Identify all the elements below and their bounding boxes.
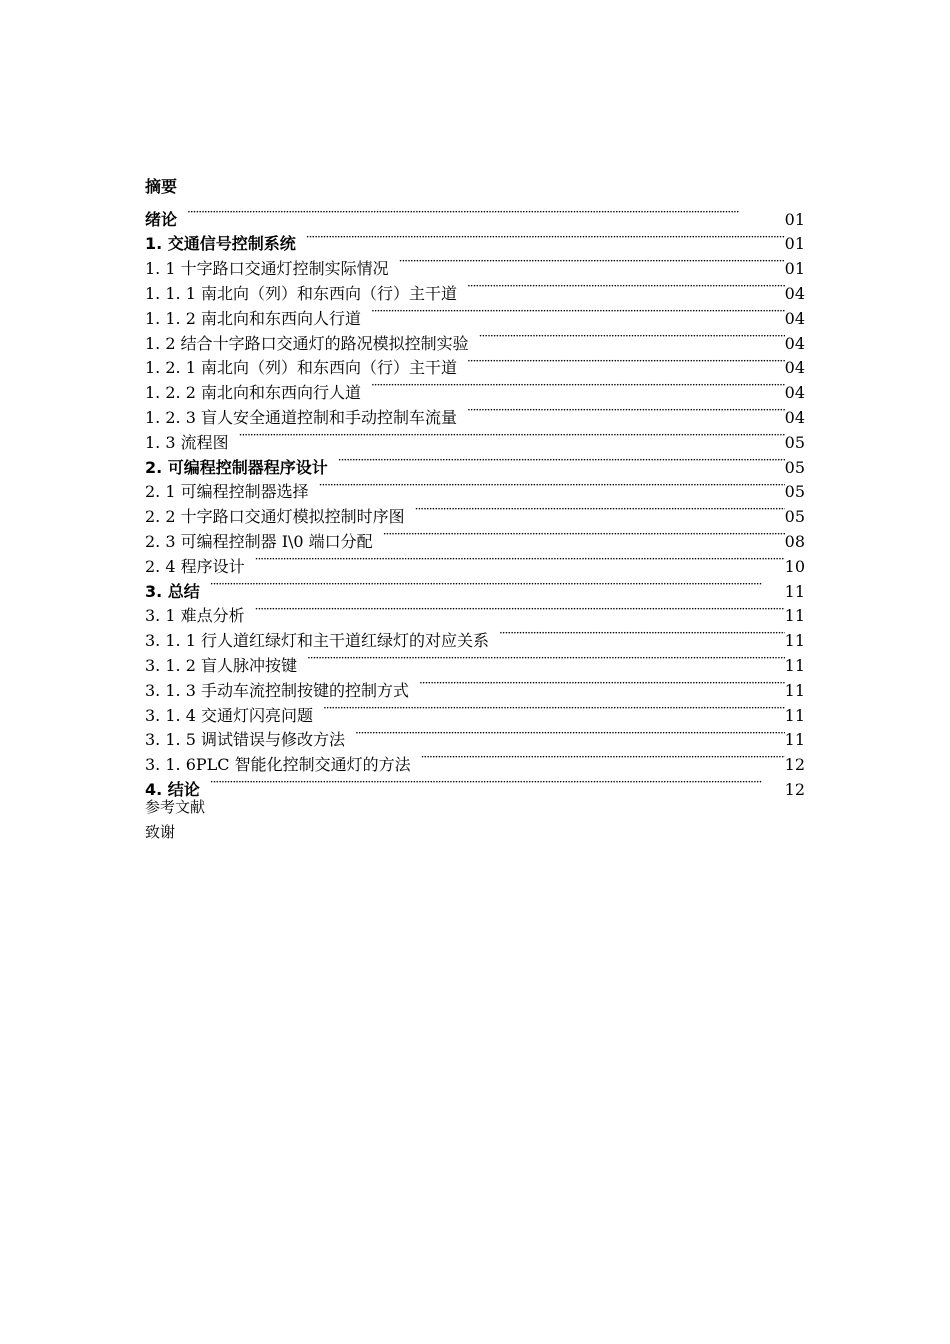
toc-entry	[145, 448, 805, 477]
toc-dot-leader	[307, 646, 785, 671]
toc-entry	[145, 597, 805, 626]
toc-entry-page: 10	[784, 556, 805, 576]
toc-dot-leader	[239, 423, 785, 448]
toc-entry-page: 11	[784, 606, 805, 626]
toc-entry-page: 04	[784, 407, 805, 427]
toc-entry-title: 2. 1 可编程控制器选择	[145, 482, 309, 502]
toc-dot-leader	[399, 249, 785, 274]
toc-dot-leader	[467, 349, 785, 374]
toc-dot-leader	[306, 225, 785, 250]
toc-entry-title: 1. 1. 1 南北向（列）和东西向（行）主干道	[145, 283, 457, 303]
toc-heading: 摘要	[145, 177, 178, 196]
toc-entry-page: 12	[784, 779, 805, 799]
toc-entry-title: 1. 2 结合十字路口交通灯的路况模拟控制实验	[145, 333, 469, 353]
toc-dot-leader	[255, 547, 785, 572]
toc-entry	[145, 225, 805, 254]
toc-entry-title: 1. 1 十字路口交通灯控制实际情况	[145, 259, 389, 279]
toc-entry-title: 3. 1. 6PLC 智能化控制交通灯的方法	[145, 755, 411, 775]
toc-entry-page: 04	[784, 383, 805, 403]
toc-entry-page: 11	[784, 631, 805, 651]
toc-entry-page: 05	[784, 457, 805, 477]
toc-entry-title: 1. 2. 2 南北向和东西向行人道	[145, 383, 361, 403]
toc-dot-leader	[210, 770, 785, 795]
toc-dot-leader	[319, 473, 785, 498]
toc-dot-leader	[255, 597, 785, 622]
toc-dot-leader	[371, 299, 785, 324]
toc-dot-leader	[355, 721, 785, 746]
toc-entry-title: 3. 1. 3 手动车流控制按键的控制方式	[145, 680, 409, 700]
toc-entry-title: 3. 1. 1 行人道红绿灯和主干道红绿灯的对应关系	[145, 631, 489, 651]
table-of-contents	[145, 175, 805, 845]
toc-entry	[145, 200, 805, 229]
toc-entry-title: 3. 1. 2 盲人脉冲按键	[145, 655, 297, 675]
toc-entry-page: 05	[784, 507, 805, 527]
toc-dot-leader	[467, 398, 785, 423]
toc-entry-page: 04	[784, 333, 805, 353]
toc-entry-title: 1. 3 流程图	[145, 432, 229, 452]
toc-entry-page: 08	[784, 531, 805, 551]
toc-entry-title: 1. 2. 3 盲人安全通道控制和手动控制车流量	[145, 407, 457, 427]
toc-entry	[145, 423, 805, 452]
toc-entry-page: 01	[784, 259, 805, 279]
toc-entry-page: 12	[784, 755, 805, 775]
toc-entry-title: 2. 4 程序设计	[145, 556, 245, 576]
toc-entry	[145, 572, 805, 601]
toc-entry-page: 05	[784, 482, 805, 502]
toc-heading-row	[145, 175, 805, 200]
toc-entry-page: 11	[784, 655, 805, 675]
toc-entry-title: 1. 1. 2 南北向和东西向人行道	[145, 308, 361, 328]
toc-entry-title: 3. 总结	[145, 581, 200, 601]
toc-entry-title: 3. 1. 4 交通灯闪亮问题	[145, 705, 313, 725]
toc-entry-page: 01	[784, 209, 805, 229]
toc-entry-page: 01	[784, 234, 805, 254]
toc-entry-title: 3. 1 难点分析	[145, 606, 245, 626]
toc-dot-leader	[415, 497, 785, 522]
toc-entry	[145, 770, 805, 799]
toc-entry-title: 2. 3 可编程控制器 I\0 端口分配	[145, 531, 373, 551]
toc-entry-page: 11	[784, 680, 805, 700]
toc-thanks-row	[145, 820, 805, 845]
toc-dot-leader	[371, 373, 785, 398]
toc-entry-title: 2. 2 十字路口交通灯模拟控制时序图	[145, 507, 405, 527]
toc-thanks: 致谢	[145, 822, 176, 841]
toc-references: 参考文献	[145, 797, 206, 816]
toc-entry-page: 11	[784, 705, 805, 725]
toc-entry-page: 04	[784, 358, 805, 378]
toc-dot-leader	[419, 671, 785, 696]
toc-dot-leader	[421, 745, 785, 770]
toc-entry-page: 04	[784, 308, 805, 328]
toc-dot-leader	[187, 200, 785, 225]
toc-dot-leader	[499, 621, 785, 646]
toc-dot-leader	[467, 274, 785, 299]
toc-dot-leader	[323, 696, 785, 721]
toc-entry-page: 11	[784, 581, 805, 601]
toc-entry-page: 05	[784, 432, 805, 452]
toc-dot-leader	[210, 572, 785, 597]
toc-references-row	[145, 795, 805, 820]
toc-dot-leader	[338, 448, 785, 473]
toc-entry-title: 4. 结论	[145, 779, 200, 799]
toc-entry-page: 11	[784, 730, 805, 750]
toc-dot-leader	[479, 324, 785, 349]
toc-entries	[145, 200, 805, 799]
toc-entry-title: 2. 可编程控制器程序设计	[145, 457, 328, 477]
toc-entry-title: 绪论	[145, 209, 178, 229]
toc-entry-title: 1. 2. 1 南北向（列）和东西向（行）主干道	[145, 358, 457, 378]
toc-entry-title: 1. 交通信号控制系统	[145, 234, 296, 254]
toc-entry-title: 3. 1. 5 调试错误与修改方法	[145, 730, 345, 750]
toc-dot-leader	[383, 522, 785, 547]
toc-entry-page: 04	[784, 283, 805, 303]
